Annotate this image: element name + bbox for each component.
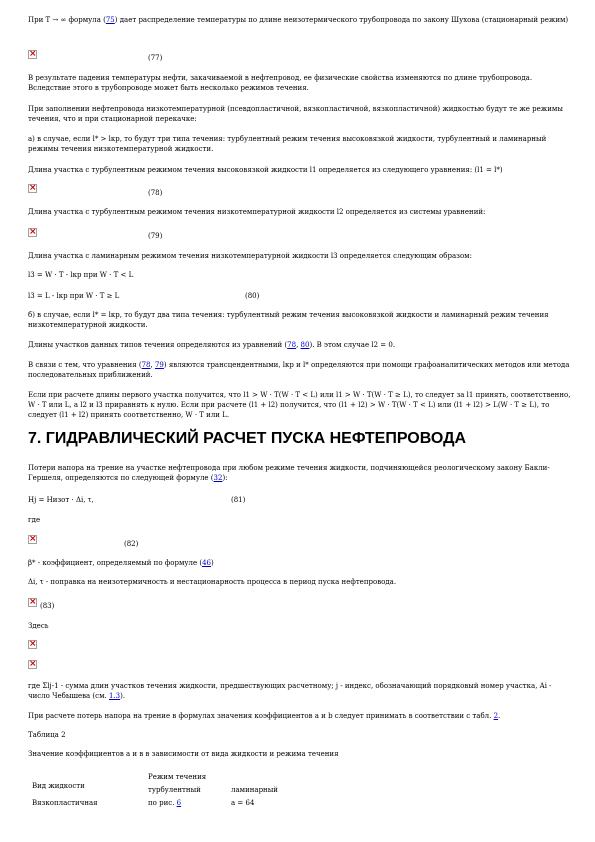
equation-hj: Hj = Hизот · Δi, τ, xyxy=(28,496,94,504)
equation-number-81: (81) xyxy=(231,496,246,504)
broken-image-icon xyxy=(28,228,37,237)
paragraph-16: При расчете потерь напора на трение в формулах значения коэффициентов a и b следует принимать в соответствии с табл. 2. xyxy=(28,712,501,720)
link-formula-80[interactable]: 80 xyxy=(300,341,310,349)
broken-image-icon xyxy=(28,535,37,544)
table-cell-laminar: a = 64 xyxy=(231,799,255,807)
link-table-2[interactable]: 2 xyxy=(493,712,499,720)
equation-l3-b: l3 = L - lкр при W · T ≥ L xyxy=(28,292,120,300)
table-cell-turbulent: по рис. 6 xyxy=(148,799,182,807)
table-header-fluid-type: Вид жидкости xyxy=(32,782,85,790)
table-header-laminar: ламинарный xyxy=(231,786,278,794)
paragraph-10: В связи с тем, что уравнения (78, 79) являются трансцендентными, lкр и l* определяются при помощи графоаналитических методов или метода последовательных приближений. xyxy=(28,361,570,379)
paragraph-15: где Σlj-1 - сумма длин участков течения жидкости, предшествующих расчетному; j - индекс, обозначающий порядковый номер участка, Ai - число Чебышева (см. 1.3). xyxy=(28,682,552,700)
broken-image-icon xyxy=(28,598,37,607)
table-cell-fluid: Вязкопластичная xyxy=(32,799,98,807)
section-heading: 7. ГИДРАВЛИЧЕСКИЙ РАСЧЕТ ПУСКА НЕФТЕПРОВОДА xyxy=(28,430,467,447)
broken-image-icon xyxy=(28,660,37,669)
equation-l3-a: l3 = W · T - lкр при W · T < L xyxy=(28,271,134,279)
paragraph-9: Длины участков данных типов течения определяются из уравнений (78, 80). В этом случае l2 = 0. xyxy=(28,341,396,349)
equation-number-83: (83) xyxy=(40,602,55,610)
equation-number-79: (79) xyxy=(148,232,163,240)
paragraph-8: б) в случае, если l* = lкр, то будут два типа течения: турбулентный режим течения высоковязкой жидкости и ламинарный режим течения низкотемпературной жидкости. xyxy=(28,311,549,329)
label-zdes: Здесь xyxy=(28,622,49,630)
paragraph-5: Длина участка с турбулентным режимом течения высоковязкой жидкости l1 определяется из следующего уравнения: (l1 = l*) xyxy=(28,166,503,174)
paragraph-3: При заполнении нефтепровода низкотемпературной (псевдопластичной, вязкопластичной, вязкопластичной) жидкостью будут те же режимы течения, что и при стационарной перекачке: xyxy=(28,105,563,123)
link-formula-78[interactable]: 78 xyxy=(141,361,151,369)
broken-image-icon xyxy=(28,184,37,193)
broken-image-icon xyxy=(28,640,37,649)
label-gde: где xyxy=(28,516,41,524)
broken-image-icon xyxy=(28,50,37,59)
paragraph-1: При T → ∞ формула (75) дает распределение температуры по длине неизотермического трубопровода по закону Шухова (стационарный режим) xyxy=(28,16,569,24)
paragraph-7: Длина участка с ламинарным режимом течения низкотемпературной жидкости l3 определяется следующим образом: xyxy=(28,252,472,260)
equation-number-82: (82) xyxy=(124,540,139,548)
equation-number-80: (80) xyxy=(245,292,260,300)
paragraph-13: β* - коэффициент, определяемый по формуле (46) xyxy=(28,559,214,567)
link-table-1-3[interactable]: 1.3 xyxy=(108,692,121,700)
table-caption: Значение коэффициентов a и в в зависимости от вида жидкости и режима течения xyxy=(28,750,339,758)
paragraph-14: Δi, τ - поправка на неизотермичность и нестационарность процесса в период пуска нефтепровода. xyxy=(28,578,397,586)
link-figure-6[interactable]: 6 xyxy=(176,799,182,807)
table-label: Таблица 2 xyxy=(28,731,66,739)
paragraph-2: В результате падения температуры нефти, закачиваемой в нефтепровод, ее физические свойства изменяются по длине трубопровода. Вследствие этого в трубопроводе может быть несколько режимов течения. xyxy=(28,74,533,92)
link-formula-78[interactable]: 78 xyxy=(287,341,297,349)
link-formula-46[interactable]: 46 xyxy=(202,559,211,567)
table-header-flow-regime: Режим течения xyxy=(148,773,207,781)
equation-number-78: (78) xyxy=(148,189,163,197)
paragraph-4: а) в случае, если l* > lкр, то будут три типа течения: турбулентный режим течения высоковязкой жидкости, турбулентный и ламинарный режимы течения низкотемпературной жидкости. xyxy=(28,135,547,153)
table-header-turbulent: турбулентный xyxy=(148,786,201,794)
link-formula-32[interactable]: 32 xyxy=(213,474,223,482)
paragraph-6: Длина участка с турбулентным режимом течения низкотемпературной жидкости l2 определяется из системы уравнений: xyxy=(28,208,486,216)
paragraph-12: Потери напора на трение на участке нефтепровода при любом режиме течения жидкости, подчиняющейся реологическому закону Бакли-Гершеля, определяются по следующей формуле (32): xyxy=(28,464,550,482)
link-formula-79[interactable]: 79 xyxy=(154,361,164,369)
paragraph-11: Если при расчете длины первого участка получится, что l1 > W · T(W · T < L) или l1 > W · T(W · T ≥ L), то следует за l1 принять, соответственно, W · T или L, а l2 и l3 приравнять к нулю. Если при расчете (l1 + l2) получится, что (l1 + l2) > W · T(W · T < L) или (l1 + l2) > L(W · T ≥ L), то следует (l1 + l2) принять соответственно, W · T или L. xyxy=(28,391,571,419)
link-formula-75[interactable]: 75 xyxy=(105,16,115,24)
equation-number-77: (77) xyxy=(148,54,163,62)
